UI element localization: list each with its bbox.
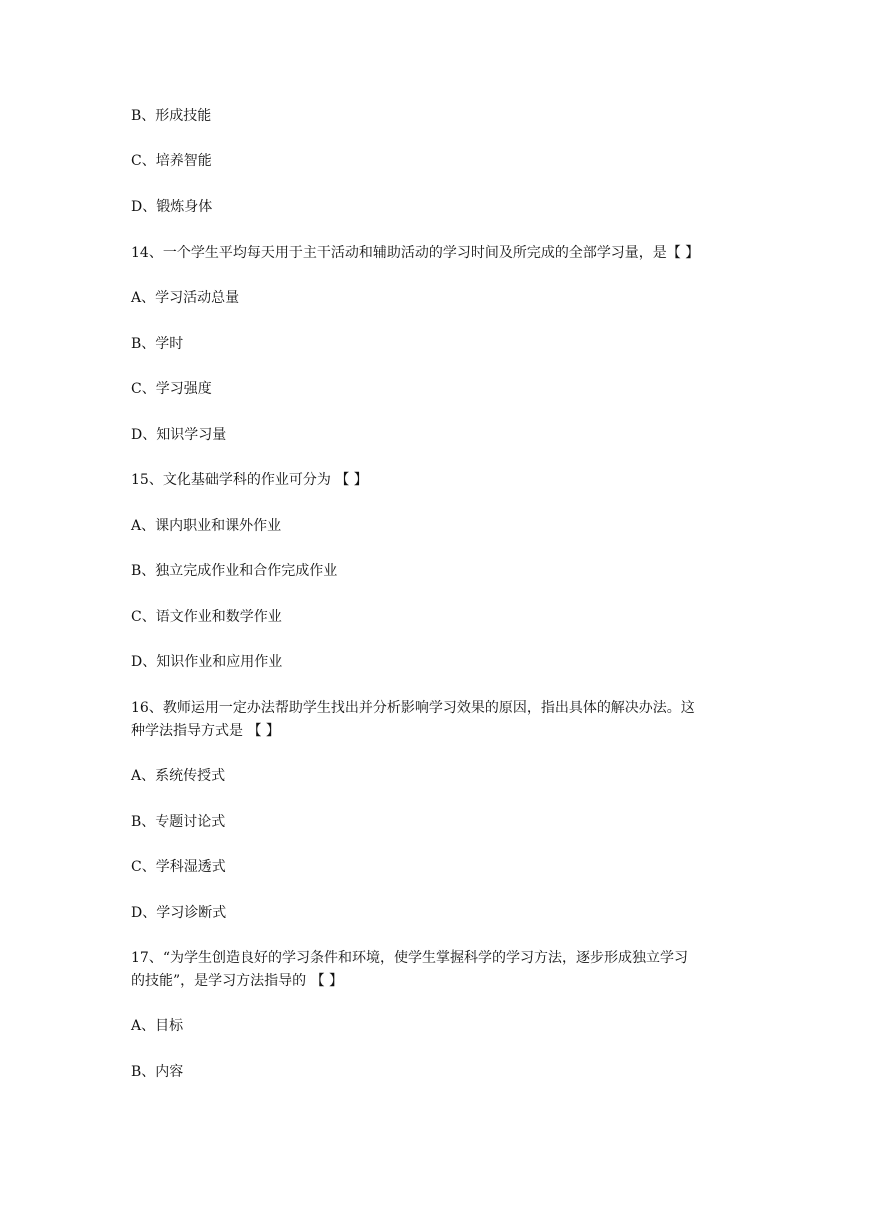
option-16b: B、专题讨论式: [131, 814, 226, 830]
question-16-line-2: 种学法指导方式是 【 】: [131, 723, 280, 739]
option-15c: C、语文作业和数学作业: [131, 609, 282, 625]
option-17a: A、目标: [131, 1018, 184, 1034]
option-14d: D、知识学习量: [131, 427, 227, 443]
option-15d: D、知识作业和应用作业: [131, 654, 283, 670]
option-17b: B、内容: [131, 1064, 184, 1080]
option-13d: D、锻炼身体: [131, 199, 213, 215]
question-14: 14、一个学生平均每天用于主干活动和辅助活动的学习时间及所完成的全部学习量，是【 】: [131, 245, 700, 261]
option-14a: A、学习活动总量: [131, 290, 240, 306]
question-16-line-1: 16、教师运用一定办法帮助学生找出并分析影响学习效果的原因，指出具体的解决办法。这: [131, 700, 695, 716]
option-16a: A、系统传授式: [131, 768, 226, 784]
question-17-line-1: 17、“为学生创造良好的学习条件和环境，使学生掌握科学的学习方法，逐步形成独立学习: [131, 950, 688, 966]
option-14b: B、学时: [131, 336, 184, 352]
option-16c: C、学科湿透式: [131, 859, 226, 875]
option-16d: D、学习诊断式: [131, 905, 227, 921]
option-15b: B、独立完成作业和合作完成作业: [131, 563, 338, 579]
option-15a: A、课内职业和课外作业: [131, 518, 282, 534]
option-13c: C、培养智能: [131, 153, 212, 169]
question-17-line-2: 的技能”，是学习方法指导的 【 】: [131, 973, 344, 989]
option-14c: C、学习强度: [131, 381, 212, 397]
question-15: 15、文化基础学科的作业可分为 【 】: [131, 472, 368, 488]
option-13b: B、形成技能: [131, 108, 212, 124]
